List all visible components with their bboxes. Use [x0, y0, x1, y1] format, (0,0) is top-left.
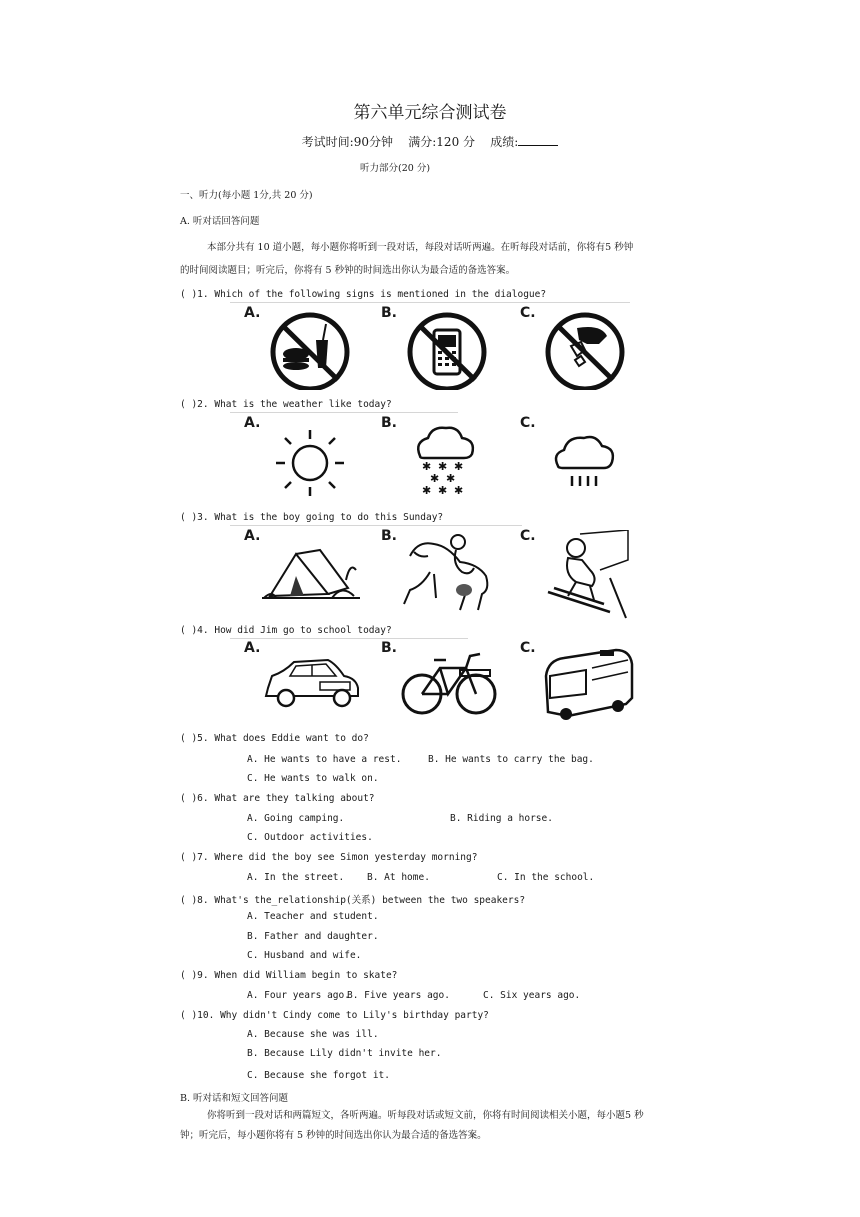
answer-paren: ( )	[180, 1010, 198, 1021]
question-9	[180, 970, 397, 981]
svg-text:✱: ✱	[454, 460, 464, 473]
question-2	[180, 399, 392, 410]
q9-option-a: A. Four years ago.	[247, 990, 350, 1001]
part-a-intro-line1: 本部分共有 10 道小题，每小题你将听到一段对话，每段对话听两遍。在听每段对话前，你将有5 秒钟	[207, 242, 634, 253]
option-c-label: C.	[520, 640, 536, 656]
question-1	[180, 289, 546, 300]
car-icon	[262, 654, 362, 710]
question-text: Where did the boy see Simon yesterday morning?	[214, 852, 478, 863]
question-number: 8.	[197, 895, 209, 906]
q9-option-c: C. Six years ago.	[483, 990, 581, 1001]
option-b-label: B.	[381, 305, 397, 321]
option-a-label: A.	[244, 415, 261, 431]
q6-option-c: C. Outdoor activities.	[247, 832, 373, 843]
question-number: 3.	[197, 512, 209, 523]
question-number: 1.	[197, 289, 209, 300]
q5-option-b: B. He wants to carry the bag.	[428, 754, 594, 765]
question-text: What does Eddie want to do?	[214, 733, 369, 744]
option-a-label: A.	[244, 305, 261, 321]
q5-option-a: A. He wants to have a rest.	[247, 754, 402, 765]
question-text: Which of the following signs is mentioned in the dialogue?	[214, 289, 547, 300]
option-a-label: A.	[244, 640, 261, 656]
skiing-icon	[540, 530, 630, 620]
q6-option-b: B. Riding a horse.	[450, 813, 553, 824]
svg-text:✱: ✱	[454, 484, 464, 497]
score-label: 成绩:	[490, 135, 519, 149]
q7-option-b: B. At home.	[367, 872, 430, 883]
question-number: 2.	[197, 399, 209, 410]
question-7	[180, 852, 477, 863]
question-4	[180, 625, 392, 636]
question-number: 10.	[197, 1010, 215, 1021]
exam-info	[0, 133, 860, 150]
section-heading: 一、听力(每小题 1分,共 20 分)	[180, 190, 313, 201]
svg-text:✱: ✱	[422, 460, 432, 473]
camping-tent-icon	[262, 540, 360, 602]
sunny-icon	[270, 428, 350, 498]
rain-icon	[552, 430, 622, 495]
q7-option-a: A. In the street.	[247, 872, 345, 883]
part-b-intro-line2: 钟；听完后，每小题你将有 5 秒钟的时间选出你认为最合适的备选答案。	[180, 1130, 487, 1141]
bus-icon	[538, 646, 636, 724]
full-score: 满分:120 分	[408, 135, 476, 149]
option-c-label: C.	[520, 415, 536, 431]
exam-time: 考试时间:90分钟	[301, 135, 393, 149]
question-text: How did Jim go to school today?	[214, 625, 392, 636]
answer-paren: ( )	[180, 970, 198, 981]
q10-option-c: C. Because she forgot it.	[247, 1070, 390, 1081]
q7-option-c: C. In the school.	[497, 872, 595, 883]
q6-option-a: A. Going camping.	[247, 813, 345, 824]
svg-text:✱: ✱	[422, 484, 432, 497]
question-8	[180, 892, 525, 906]
question-number: 6.	[197, 793, 209, 804]
answer-paren: ( )	[180, 733, 198, 744]
question-number: 5.	[197, 733, 209, 744]
question-5	[180, 733, 369, 744]
question-text: When did William begin to skate?	[214, 970, 398, 981]
option-b-label: B.	[381, 528, 397, 544]
no-litter-icon	[541, 310, 629, 390]
q8-option-a: A. Teacher and student.	[247, 911, 379, 922]
part-a-heading: A. 听对话回答问题	[180, 216, 260, 227]
answer-paren: ( )	[180, 399, 198, 410]
question-text: What is the boy going to do this Sunday?	[214, 512, 444, 523]
answer-paren: ( )	[180, 289, 198, 300]
question-number: 7.	[197, 852, 209, 863]
question-10	[180, 1010, 489, 1021]
option-b-label: B.	[381, 415, 397, 431]
q8-option-c: C. Husband and wife.	[247, 950, 362, 961]
snow-icon	[410, 422, 480, 502]
q9-option-b: B. Five years ago.	[347, 990, 450, 1001]
answer-paren: ( )	[180, 512, 198, 523]
horse-riding-icon	[400, 532, 500, 612]
part-b-heading: B. 听对话和短文回答问题	[180, 1093, 289, 1104]
answer-paren: ( )	[180, 625, 198, 636]
q5-option-c: C. He wants to walk on.	[247, 773, 379, 784]
question-text: What is the weather like today?	[214, 399, 392, 410]
part-b-intro-line1: 你将听到一段对话和两篇短文，各听两遍。听每段对话或短文前，你将有时间阅读相关小题，每小题5 秒	[207, 1110, 644, 1121]
question-text: Why didn't Cindy come to Lily's birthday party?	[220, 1010, 489, 1021]
q10-option-b: B. Because Lily didn't invite her.	[247, 1048, 442, 1059]
option-a-label: A.	[244, 528, 261, 544]
q10-option-a: A. Because she was ill.	[247, 1029, 379, 1040]
score-blank	[518, 135, 558, 146]
question-text: What's the_relationship(关系) between the two speakers?	[214, 895, 526, 906]
q8-option-b: B. Father and daughter.	[247, 931, 379, 942]
page-title: 第六单元综合测试卷	[353, 103, 507, 123]
answer-paren: ( )	[180, 895, 198, 906]
option-b-label: B.	[381, 640, 397, 656]
option-c-label: C.	[520, 305, 536, 321]
option-c-label: C.	[520, 528, 536, 544]
answer-paren: ( )	[180, 793, 198, 804]
question-number: 9.	[197, 970, 209, 981]
svg-text:✱: ✱	[438, 484, 448, 497]
svg-text:✱: ✱	[430, 472, 440, 485]
part-a-intro-line2: 的时间阅读题目；听完后，你将有 5 秒钟的时间选出你认为最合适的备选答案。	[180, 265, 516, 276]
listening-part-label: 听力部分(20 分)	[360, 163, 431, 174]
bicycle-icon	[400, 648, 498, 720]
svg-text:✱: ✱	[438, 460, 448, 473]
no-phone-icon	[403, 310, 491, 390]
no-food-drink-icon	[266, 310, 354, 390]
svg-text:✱: ✱	[446, 472, 456, 485]
question-number: 4.	[197, 625, 209, 636]
answer-paren: ( )	[180, 852, 198, 863]
question-text: What are they talking about?	[214, 793, 375, 804]
question-3	[180, 512, 443, 523]
question-6	[180, 793, 375, 804]
